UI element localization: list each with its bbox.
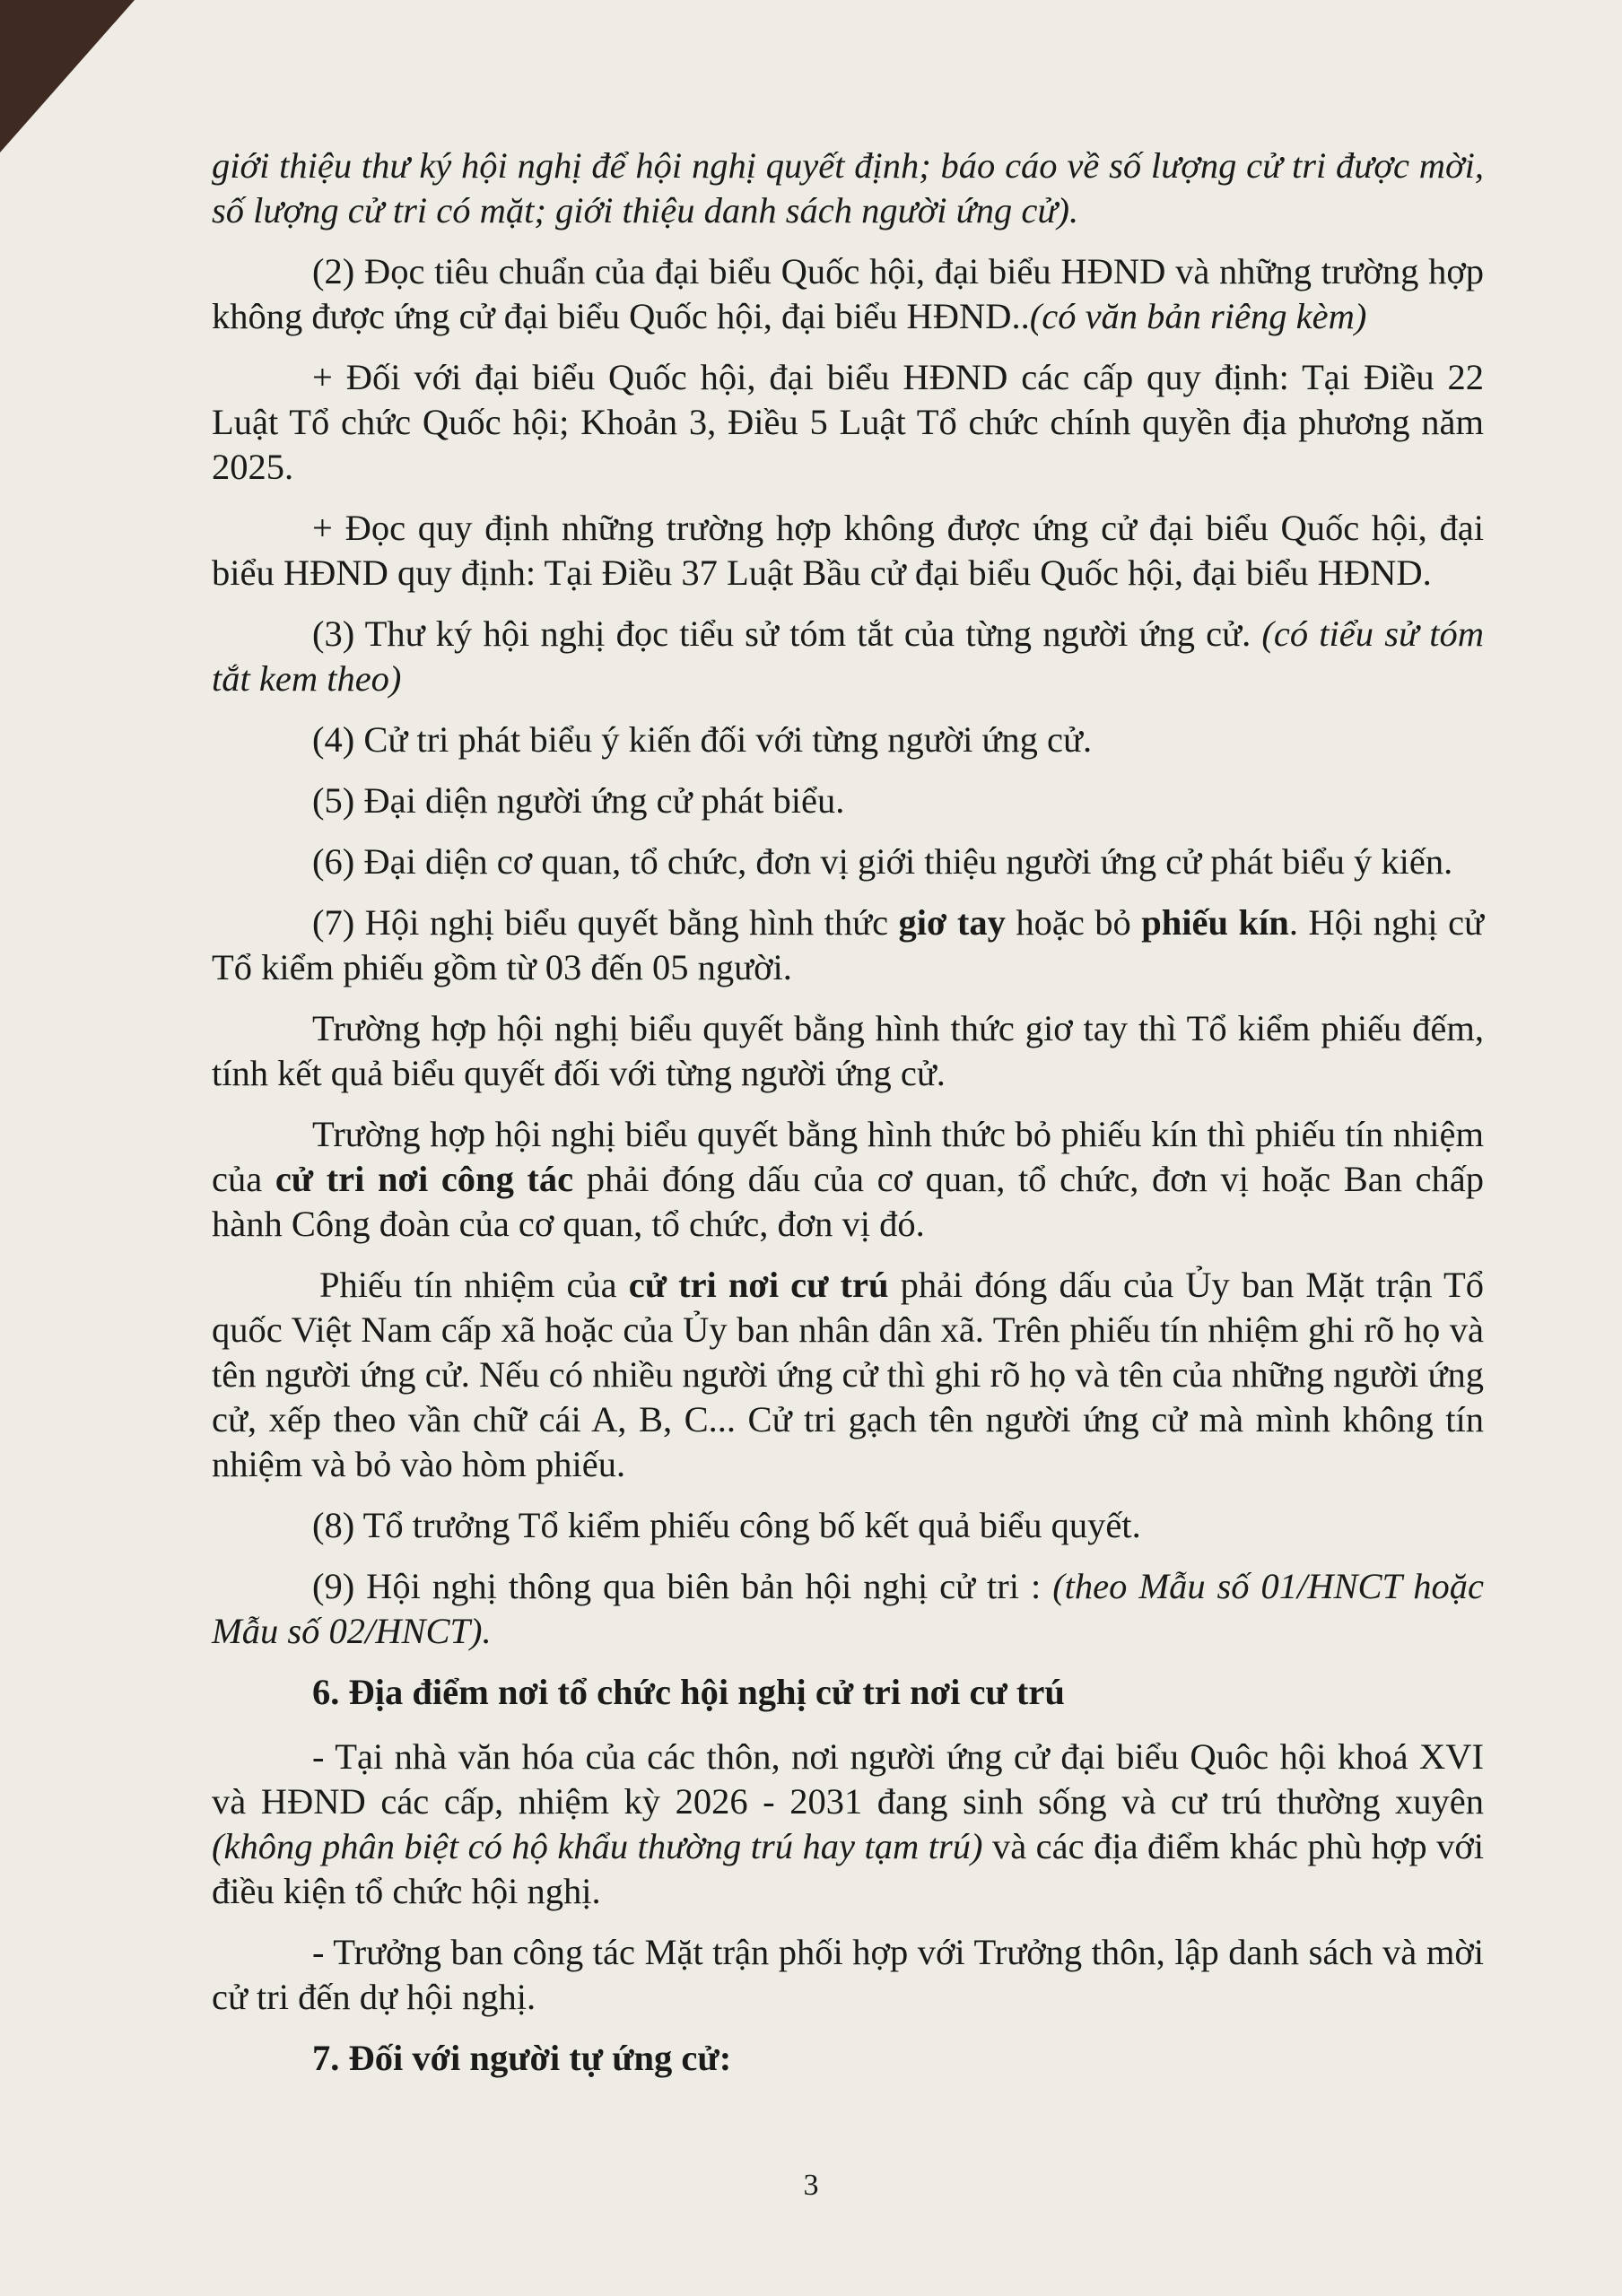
paragraph-10: Trường hợp hội nghị biểu quyết bằng hình thức bỏ phiếu kín thì phiếu tín nhiệm của cử tri nơi công tác phải đóng dấu của cơ quan, tổ chức, đơn vị hoặc Ban chấp hành Công đoàn của cơ quan, tổ chức, đơn vị đó. — [212, 1114, 1484, 1244]
paragraph-14: - Tại nhà văn hóa của các thôn, nơi người ứng cử đại biểu Quôc hội khoá XVI và HĐND các cấp, nhiệm kỳ 2026 - 2031 đang sinh sống và cư trú thường xuyên (không phân biệt có hộ khẩu thường trú hay tạm trú) và các địa điểm khác phù hợp với điều kiện tổ chức hội nghị. — [212, 1736, 1484, 1911]
paragraph-12: (8) Tổ trưởng Tổ kiểm phiếu công bố kết quả biểu quyết. — [312, 1505, 1141, 1545]
paragraph-4: (3) Thư ký hội nghị đọc tiểu sử tóm tắt của từng người ứng cử. (có tiểu sử tóm tắt kem theo) — [212, 613, 1484, 699]
paragraph-9: Trường hợp hội nghị biểu quyết bằng hình thức giơ tay thì Tổ kiểm phiếu đếm, tính kết quả biểu quyết đối với từng người ứng cử. — [212, 1008, 1484, 1093]
section-heading-7: 7. Đối với người tự ứng cử: — [312, 2038, 732, 2078]
paragraph-5: (4) Cử tri phát biểu ý kiến đối với từng người ứng cử. — [312, 719, 1093, 760]
paragraph-2: + Đối với đại biểu Quốc hội, đại biểu HĐND các cấp quy định: Tại Điều 22 Luật Tổ chức Quốc hội; Khoản 3, Điều 5 Luật Tổ chức chính quyền địa phương năm 2025. — [212, 357, 1484, 487]
paragraph-3: + Đọc quy định những trường hợp không được ứng cử đại biểu Quốc hội, đại biểu HĐND quy định: Tại Điều 37 Luật Bầu cử đại biểu Quốc hội, đại biểu HĐND. — [212, 508, 1484, 593]
paragraph-13: (9) Hội nghị thông qua biên bản hội nghị cử tri : (theo Mẫu số 01/HNCT hoặc Mẫu số 02/HNCT). — [212, 1566, 1484, 1651]
paragraph-1: (2) Đọc tiêu chuẩn của đại biểu Quốc hội, đại biểu HĐND và những trường hợp không được ứng cử đại biểu Quốc hội, đại biểu HĐND..(có văn bản riêng kèm) — [212, 251, 1484, 336]
paragraph-15: - Trưởng ban công tác Mặt trận phối hợp với Trưởng thôn, lập danh sách và mời cử tri đến dự hội nghị. — [212, 1932, 1484, 2017]
document-page — [212, 144, 1484, 2100]
page-number: 3 — [803, 2169, 819, 2202]
paragraph-8: (7) Hội nghị biểu quyết bằng hình thức giơ tay hoặc bỏ phiếu kín. Hội nghị cử Tổ kiểm phiếu gồm từ 03 đến 05 người. — [212, 902, 1484, 987]
paragraph-6: (5) Đại diện người ứng cử phát biểu. — [312, 780, 845, 821]
section-heading-6: 6. Địa điểm nơi tổ chức hội nghị cử tri nơi cư trú — [312, 1672, 1065, 1712]
paragraph-0: giới thiệu thư ký hội nghị để hội nghị quyết định; báo cáo về số lượng cử tri được mời, số lượng cử tri có mặt; giới thiệu danh sách người ứng cử). — [212, 145, 1484, 230]
paragraph-7: (6) Đại diện cơ quan, tổ chức, đơn vị giới thiệu người ứng cử phát biểu ý kiến. — [312, 841, 1453, 882]
scan-corner-shadow — [0, 0, 135, 152]
paragraph-11: Phiếu tín nhiệm của cử tri nơi cư trú phải đóng dấu của Ủy ban Mặt trận Tổ quốc Việt Nam cấp xã hoặc của Ủy ban nhân dân xã. Trên phiếu tín nhiệm ghi rõ họ và tên người ứng cử. Nếu có nhiều người ứng cử thì ghi rõ họ và tên của những người ứng cử, xếp theo vần chữ cái A, B, C... Cử tri gạch tên người ứng cử mà mình không tín nhiệm và bỏ vào hòm phiếu. — [212, 1265, 1484, 1484]
